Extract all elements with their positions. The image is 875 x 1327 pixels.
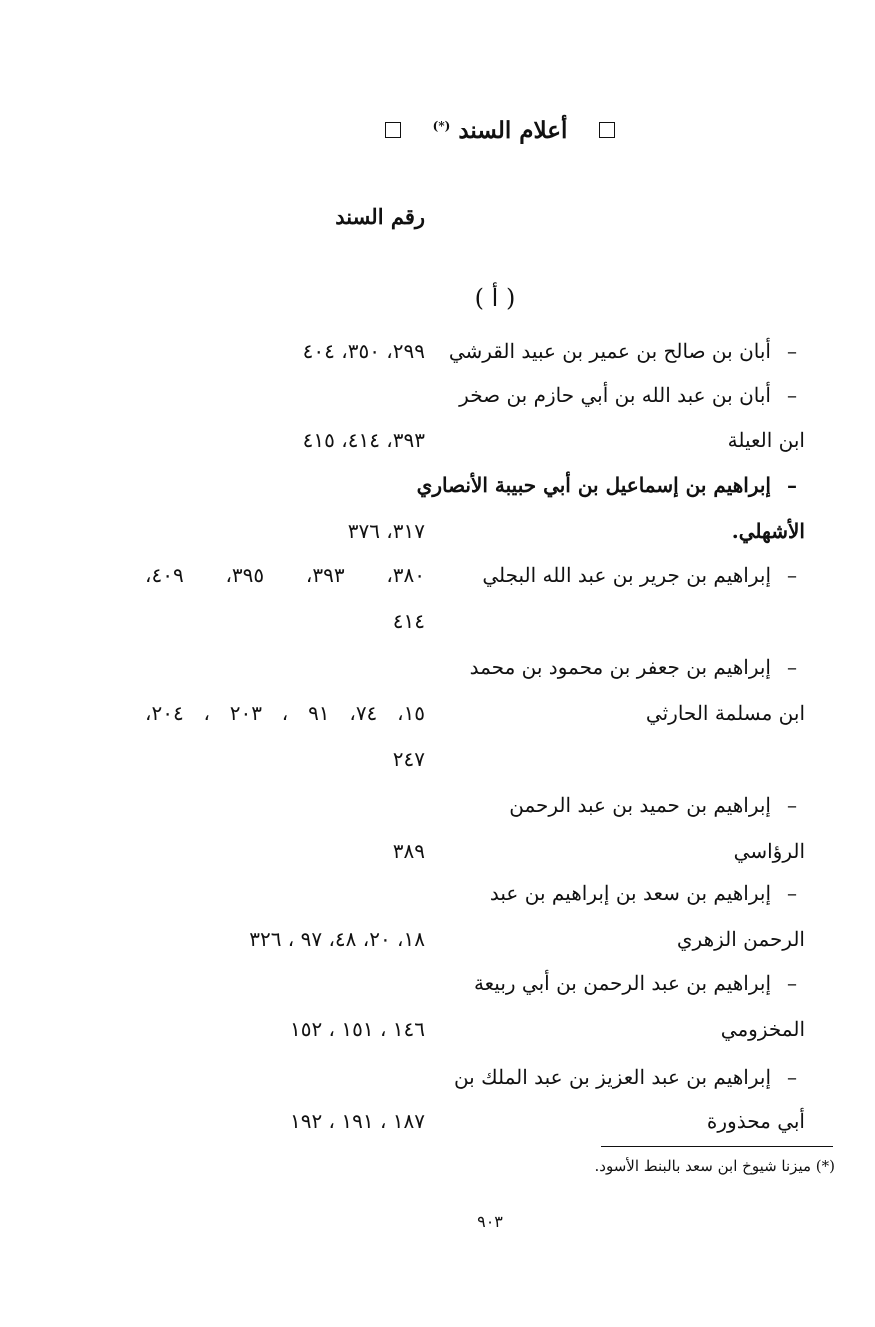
entry-name: إبراهيم بن عبد الرحمن بن أبي ربيعة xyxy=(473,971,771,995)
entry-name-line xyxy=(509,790,807,820)
entry-name: إبراهيم بن إسماعيل بن أبي حبيبة الأنصاري xyxy=(416,473,771,497)
entry-name-line xyxy=(474,968,807,998)
entry-dash: – xyxy=(787,881,797,905)
entry-numbers: ٤١٤ xyxy=(392,609,425,633)
entry-name: إبراهيم بن جرير بن عبد الله البجلي xyxy=(482,563,771,587)
entry-dash: – xyxy=(787,383,797,407)
entry-numbers: ٣١٧، ٣٧٦ xyxy=(347,519,425,543)
entry-numbers: ٢٩٩، ٣٥٠، ٤٠٤ xyxy=(302,339,425,363)
entry-name-continuation: ابن مسلمة الحارثي xyxy=(645,701,805,725)
footnote: (*) ميزنا شيوخ ابن سعد بالبنط الأسود. xyxy=(594,1157,835,1175)
footnote-divider xyxy=(601,1146,833,1147)
entry-name-line xyxy=(417,470,807,500)
subheading: رقم السند xyxy=(335,204,425,229)
entry-name: أبان بن صالح بن عمير بن عبيد القرشي xyxy=(448,339,771,363)
entry-name: إبراهيم بن حميد بن عبد الرحمن xyxy=(509,793,771,817)
entry-numbers: ٣٨٠، ٣٩٣، ٣٩٥، ٤٠٩، xyxy=(145,563,426,587)
entry-numbers: ١٥، ٧٤، ٩١ ، ٢٠٣ ، ٢٠٤، xyxy=(145,701,426,725)
title-label: أعلام السند xyxy=(458,116,568,144)
entry-name: إبراهيم بن عبد العزيز بن عبد الملك بن xyxy=(453,1065,771,1089)
entry-dash: – xyxy=(787,655,797,679)
entry-numbers: ٣٩٣، ٤١٤، ٤١٥ xyxy=(302,428,425,452)
entry-name: أبان بن عبد الله بن أبي حازم بن صخر xyxy=(459,383,771,407)
entry-name-line xyxy=(482,560,807,590)
entry-dash: – xyxy=(787,339,797,363)
entry-dash: – xyxy=(787,1065,797,1089)
entry-name-line xyxy=(459,380,807,410)
entry-dash: – xyxy=(787,563,797,587)
entry-name-continuation: أبي محذورة xyxy=(706,1109,805,1133)
entry-name: إبراهيم بن جعفر بن محمود بن محمد xyxy=(469,655,771,679)
entry-numbers: ٢٤٧ xyxy=(392,747,425,771)
entry-dash: – xyxy=(787,793,797,817)
entry-numbers: ٣٨٩ xyxy=(392,839,425,863)
entry-numbers: ١٨٧ ، ١٩١ ، ١٩٢ xyxy=(289,1109,425,1133)
entry-dash: – xyxy=(787,971,797,995)
entry-name-continuation: الرحمن الزهري xyxy=(676,927,805,951)
entry-name: إبراهيم بن سعد بن إبراهيم بن عبد xyxy=(489,881,771,905)
entry-name-continuation: الرؤاسي xyxy=(733,839,805,863)
entry-name-line xyxy=(449,336,807,366)
entry-name-line xyxy=(470,652,807,682)
entry-name-continuation: الأشهلي. xyxy=(731,519,805,543)
title-footnote-mark: (*) xyxy=(432,118,451,133)
entry-numbers: ١٨، ٢٠، ٤٨، ٩٧ ، ٣٢٦ xyxy=(249,927,425,951)
entry-name-continuation: المخزومي xyxy=(720,1017,805,1041)
section-letter: ( أ ) xyxy=(474,284,516,312)
entry-name-continuation: ابن العيلة xyxy=(727,428,805,452)
entry-numbers: ١٤٦ ، ١٥١ ، ١٥٢ xyxy=(289,1017,425,1041)
entry-dash: – xyxy=(787,473,797,497)
page-number: ٩٠٣ xyxy=(477,1212,503,1231)
entry-name-line xyxy=(454,1062,807,1092)
entry-name-line xyxy=(490,878,807,908)
